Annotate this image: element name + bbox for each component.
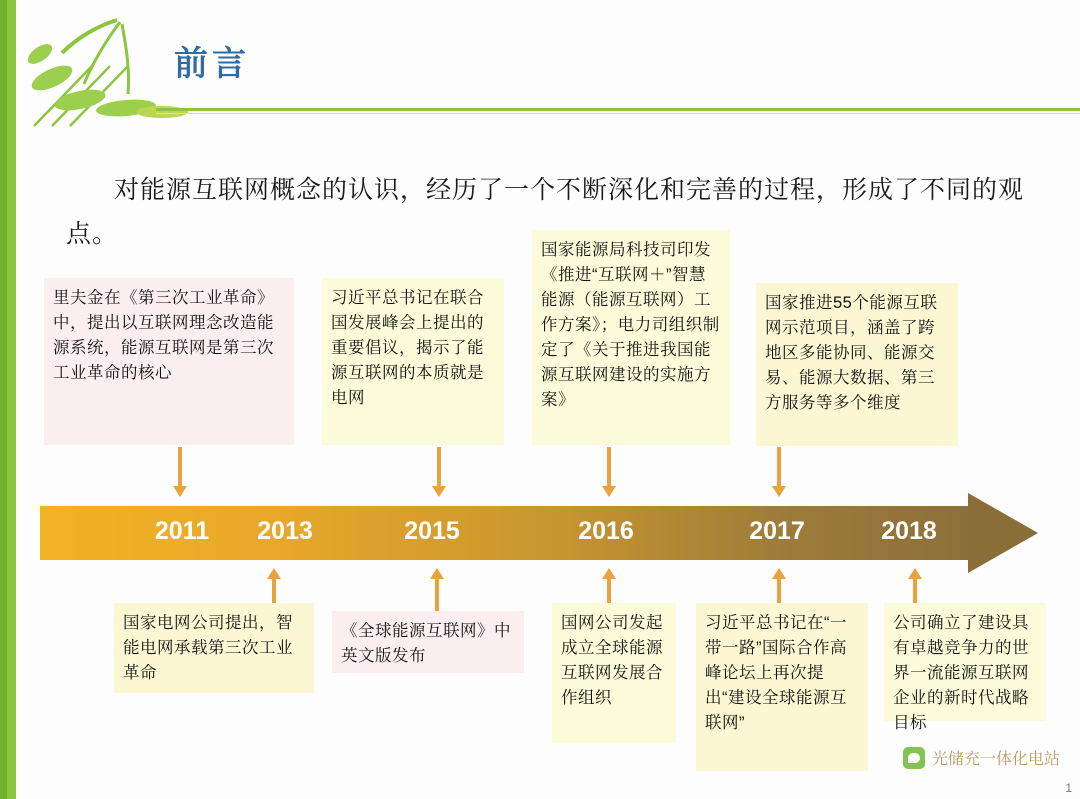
- timeline-year-2013: 2013: [257, 517, 313, 545]
- connector-arrow-down-2015: [602, 447, 616, 497]
- timeline-year-2011: 2011: [154, 517, 210, 545]
- milestone-text: 《全球能源互联网》中英文版发布: [341, 622, 511, 665]
- milestone-text: 国网公司发起成立全球能源互联网发展合作组织: [561, 614, 663, 707]
- timeline-year-2018: 2018: [881, 517, 937, 545]
- connector-arrow-up-2015: [430, 568, 444, 614]
- milestone-text: 国家能源局科技司印发《推进“互联网＋”智慧能源（能源互联网）工作方案》；电力司组织制定了《关于推进我国能源互联网建设的实施方案》: [541, 241, 720, 409]
- timeline-year-2016: 2016: [578, 517, 634, 545]
- watermark: [903, 746, 1060, 769]
- header-divider-thin: [156, 113, 1080, 114]
- milestone-box-below-2016: [696, 603, 868, 771]
- milestone-box-below-2015: [552, 603, 676, 743]
- left-accent-bar: [0, 0, 16, 799]
- timeline-arrow-head: [968, 493, 1038, 573]
- timeline-year-2017: 2017: [749, 517, 805, 545]
- timeline: [40, 498, 1040, 568]
- milestone-box-above-2013: [322, 278, 504, 445]
- wechat-leaf-icon: [903, 747, 925, 769]
- connector-arrow-down-2013: [432, 447, 446, 497]
- page-title: 前言: [174, 45, 250, 83]
- slide-header: [16, 0, 1080, 131]
- header-divider: [156, 108, 1080, 111]
- milestone-box-above-2017: [756, 283, 958, 446]
- intro-text: 对能源互联网概念的认识，经历了一个不断深化和完善的过程，形成了不同的观点。: [66, 176, 1025, 248]
- timeline-year-2015: 2015: [404, 517, 460, 545]
- connector-arrow-down-2011: [173, 447, 187, 497]
- watermark-text: 光储充一体化电站: [931, 751, 1060, 768]
- milestone-box-below-2013: [332, 611, 524, 673]
- page-number: 1: [1065, 781, 1072, 795]
- connector-arrow-down-2017: [772, 447, 786, 497]
- milestone-box-below-2018: [884, 603, 1046, 732]
- milestone-box-above-2011: [44, 278, 294, 445]
- milestone-text: 习近平总书记在“一带一路”国际合作高峰论坛上再次提出“建设全球能源互联网”: [705, 614, 847, 732]
- milestone-box-above-2015: [532, 230, 730, 445]
- milestone-text: 国家电网公司提出，智能电网承载第三次工业革命: [123, 614, 293, 682]
- milestone-text: 习近平总书记在联合国发展峰会上提出的重要倡议，揭示了能源互联网的本质就是电网: [331, 289, 484, 407]
- milestone-text: 国家推进55个能源互联网示范项目，涵盖了跨地区多能协同、能源交易、能源大数据、第三方服务等多个维度: [765, 294, 938, 412]
- milestone-text: 里夫金在《第三次工业革命》中，提出以互联网理念改造能源系统，能源互联网是第三次工业革命的核心: [53, 289, 274, 382]
- milestone-box-below-2011: [114, 603, 314, 693]
- left-accent-bar-inner: [0, 0, 7, 799]
- milestone-text: 公司确立了建设具有卓越竞争力的世界一流能源互联网企业的新时代战略目标: [893, 614, 1029, 732]
